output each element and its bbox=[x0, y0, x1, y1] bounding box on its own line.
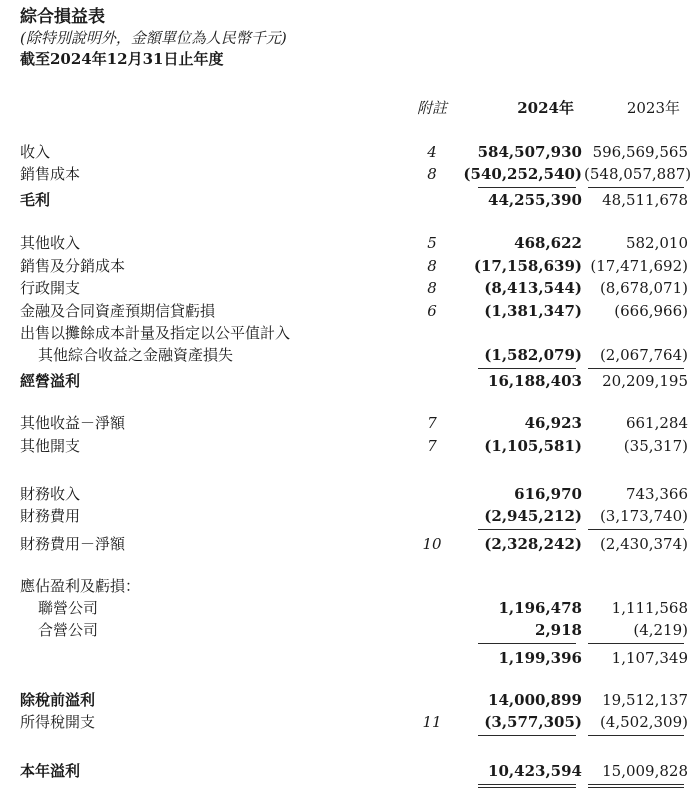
row-value-2023: (8,678,071) bbox=[599, 279, 688, 297]
row-label: 其他收入 bbox=[20, 234, 81, 252]
table-row bbox=[0, 689, 700, 711]
row-value-2023: 661,284 bbox=[625, 414, 688, 432]
row-label: 經營溢利 bbox=[20, 372, 81, 390]
column-header-2023: 2023年 bbox=[626, 99, 680, 117]
subtotal-rule bbox=[588, 735, 684, 736]
row-value-2024: (8,413,544) bbox=[484, 279, 582, 297]
table-row bbox=[0, 189, 700, 211]
row-note: 8 bbox=[427, 257, 437, 275]
row-value-2024: 16,188,403 bbox=[488, 372, 582, 390]
row-note: 4 bbox=[427, 143, 437, 161]
subtotal-rule bbox=[478, 529, 576, 530]
row-value-2023: (35,317) bbox=[623, 437, 688, 455]
row-label: 本年溢利 bbox=[20, 762, 81, 780]
row-label: 合營公司 bbox=[38, 621, 99, 639]
row-value-2023: 15,009,828 bbox=[602, 762, 688, 780]
row-value-2024: 1,199,396 bbox=[498, 649, 582, 667]
row-value-2023: 743,366 bbox=[625, 485, 688, 503]
table-row bbox=[0, 141, 700, 163]
table-row bbox=[0, 300, 700, 322]
statement-title: 綜合損益表 bbox=[20, 7, 105, 27]
row-value-2024: 584,507,930 bbox=[477, 143, 582, 161]
subtotal-rule bbox=[588, 529, 684, 530]
subtotal-rule bbox=[478, 735, 576, 736]
statement-subtitle: (除特別說明外，金額單位為人民幣千元) bbox=[20, 29, 287, 47]
row-note: 8 bbox=[427, 165, 437, 183]
row-label: 其他綜合收益之金融資產損失 bbox=[38, 346, 234, 364]
table-row bbox=[0, 597, 700, 619]
row-label: 財務收入 bbox=[20, 485, 81, 503]
row-label: 其他開支 bbox=[20, 437, 81, 455]
subtotal-rule bbox=[478, 368, 576, 369]
row-value-2024: (2,945,212) bbox=[484, 507, 582, 525]
row-label: 所得稅開支 bbox=[20, 713, 96, 731]
row-value-2023: (2,430,374) bbox=[599, 535, 688, 553]
row-value-2023: (4,502,309) bbox=[599, 713, 688, 731]
row-value-2024: 1,196,478 bbox=[498, 599, 582, 617]
row-value-2023: (2,067,764) bbox=[599, 346, 688, 364]
row-value-2023: 48,511,678 bbox=[602, 191, 688, 209]
row-value-2023: 1,111,568 bbox=[611, 599, 688, 617]
row-label: 除稅前溢利 bbox=[20, 691, 96, 709]
row-label: 行政開支 bbox=[20, 279, 81, 297]
row-label: 出售以攤餘成本計量及指定以公平值計入 bbox=[20, 324, 291, 342]
total-double-rule bbox=[478, 784, 576, 785]
table-row bbox=[0, 619, 700, 641]
row-value-2023: 582,010 bbox=[625, 234, 688, 252]
table-row bbox=[0, 322, 700, 344]
subtotal-rule bbox=[588, 643, 684, 644]
row-value-2023: (548,057,887) bbox=[584, 165, 692, 183]
row-value-2024: 44,255,390 bbox=[488, 191, 582, 209]
table-row bbox=[0, 483, 700, 505]
row-label: 應佔盈利及虧損： bbox=[20, 577, 141, 595]
total-double-rule bbox=[588, 787, 684, 788]
row-note: 8 bbox=[427, 279, 437, 297]
row-value-2024: (1,105,581) bbox=[484, 437, 582, 455]
row-value-2024: 2,918 bbox=[535, 621, 582, 639]
subtotal-rule bbox=[478, 643, 576, 644]
row-note: 10 bbox=[422, 535, 442, 553]
table-row bbox=[0, 505, 700, 527]
row-value-2024: (1,381,347) bbox=[484, 302, 582, 320]
table-row bbox=[0, 232, 700, 254]
table-row bbox=[0, 255, 700, 277]
column-header-2024: 2024年 bbox=[517, 99, 574, 117]
subtotal-rule bbox=[588, 368, 684, 369]
row-value-2024: (540,252,540) bbox=[463, 165, 582, 183]
row-note: 6 bbox=[427, 302, 437, 320]
table-row bbox=[0, 711, 700, 733]
row-label: 聯營公司 bbox=[38, 599, 99, 617]
row-label: 收入 bbox=[20, 143, 51, 161]
row-label: 其他收益－淨額 bbox=[20, 414, 126, 432]
table-row bbox=[0, 760, 700, 782]
row-note: 7 bbox=[427, 437, 437, 455]
row-value-2024: 46,923 bbox=[524, 414, 582, 432]
row-value-2024: 14,000,899 bbox=[488, 691, 582, 709]
column-header-note: 附註 bbox=[416, 99, 447, 117]
row-value-2024: (17,158,639) bbox=[473, 257, 582, 275]
row-note: 11 bbox=[422, 713, 442, 731]
row-value-2024: (2,328,242) bbox=[484, 535, 582, 553]
statement-header bbox=[20, 6, 287, 70]
row-note: 7 bbox=[427, 414, 437, 432]
row-label: 銷售成本 bbox=[20, 165, 81, 183]
row-value-2024: (1,582,079) bbox=[484, 346, 582, 364]
row-value-2024: 10,423,594 bbox=[488, 762, 582, 780]
table-row bbox=[0, 575, 700, 597]
table-row bbox=[0, 277, 700, 299]
table-row bbox=[0, 344, 700, 366]
total-double-rule bbox=[478, 787, 576, 788]
row-value-2023: 1,107,349 bbox=[611, 649, 688, 667]
row-value-2023: (3,173,740) bbox=[599, 507, 688, 525]
table-row bbox=[0, 412, 700, 434]
row-value-2024: 468,622 bbox=[514, 234, 582, 252]
row-label: 財務費用－淨額 bbox=[20, 535, 126, 553]
total-double-rule bbox=[588, 784, 684, 785]
subtotal-rule bbox=[478, 187, 576, 188]
row-label: 銷售及分銷成本 bbox=[20, 257, 126, 275]
row-label: 毛利 bbox=[20, 191, 51, 209]
row-value-2024: (3,577,305) bbox=[484, 713, 582, 731]
statement-period: 截至2024年12月31日止年度 bbox=[20, 50, 224, 68]
subtotal-rule bbox=[588, 187, 684, 188]
row-value-2023: 20,209,195 bbox=[602, 372, 688, 390]
table-row bbox=[0, 370, 700, 392]
row-value-2023: (4,219) bbox=[633, 621, 688, 639]
table-row bbox=[0, 533, 700, 555]
table-row bbox=[0, 163, 700, 185]
row-value-2023: (17,471,692) bbox=[590, 257, 688, 275]
table-row bbox=[0, 435, 700, 457]
row-value-2023: (666,966) bbox=[614, 302, 688, 320]
row-label: 金融及合同資產預期信貸虧損 bbox=[20, 302, 216, 320]
row-note: 5 bbox=[427, 234, 437, 252]
table-row bbox=[0, 647, 700, 669]
row-value-2024: 616,970 bbox=[514, 485, 582, 503]
row-value-2023: 596,569,565 bbox=[592, 143, 688, 161]
row-label: 財務費用 bbox=[20, 507, 81, 525]
row-value-2023: 19,512,137 bbox=[602, 691, 688, 709]
